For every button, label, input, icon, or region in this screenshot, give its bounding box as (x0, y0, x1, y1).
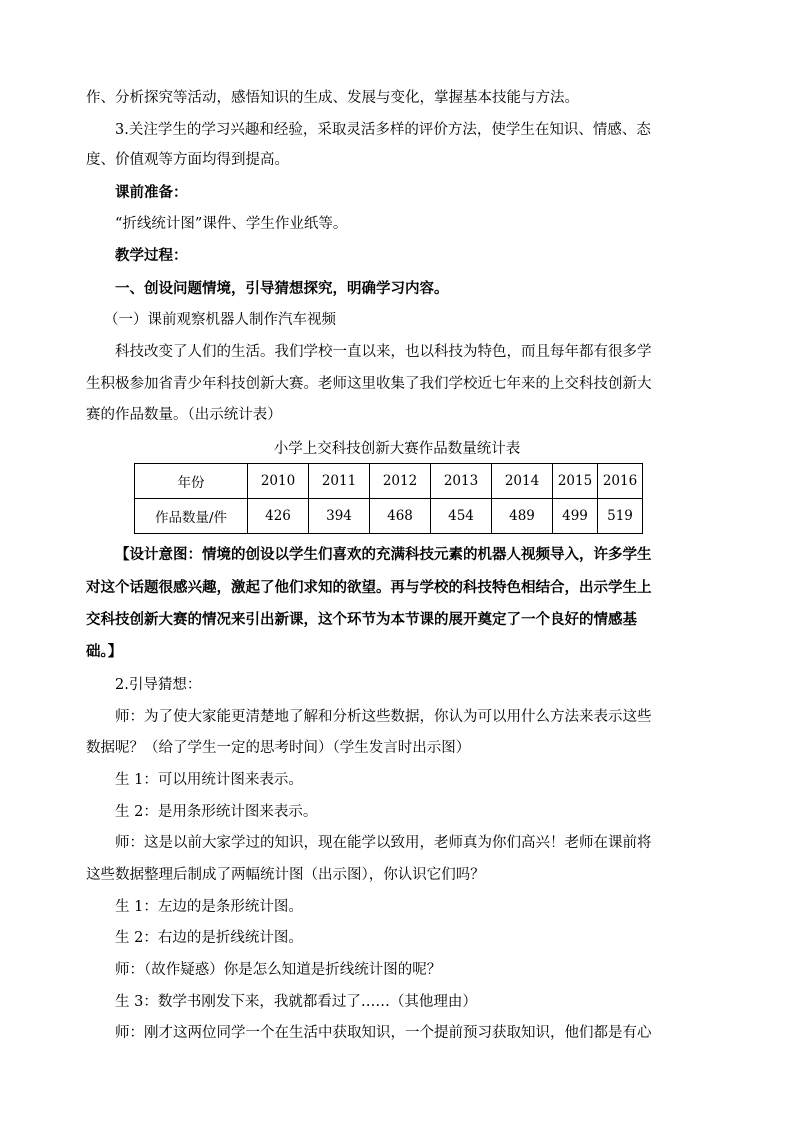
paragraph-line: 生积极参加省青少年科技创新大赛。老师这里收集了我们学校近七年来的上交科技创新大 (86, 376, 652, 392)
table-cell: 394 (309, 499, 370, 534)
paragraph-line: 师：刚才这两位同学一个在生活中获取知识，一个提前预习获取知识，他们都是有心 (115, 1025, 652, 1041)
paragraph-line: 师：（故作疑惑）你是怎么知道是折线统计图的呢？ (115, 962, 442, 978)
paragraph-line: 生 2：右边的是折线统计图。 (115, 930, 303, 946)
table-cell: 2015 (553, 464, 598, 499)
paragraph-line: 师：这是以前大家学过的知识，现在能学以致用，老师真为你们高兴！老师在课前将 (115, 835, 652, 851)
paragraph-line: 3.关注学生的学习兴趣和经验，采取灵活多样的评价方法，使学生在知识、情感、态 (115, 122, 651, 138)
design-intent-line: 【设计意图：情境的创设以学生们喜欢的充满科技元素的机器人视频导入，许多学生 (115, 546, 652, 563)
table-row (135, 499, 643, 534)
stats-table (134, 463, 643, 534)
paragraph-line: 这些数据整理后制成了两幅统计图（出示图），你认识它们吗？ (86, 867, 485, 883)
table-caption: 小学上交科技创新大赛作品数量统计表 (273, 441, 521, 457)
section-heading: 课前准备： (115, 184, 188, 201)
paragraph-line: 赛的作品数量。（出示统计表） (86, 407, 282, 423)
table-header-cell: 年份 (135, 464, 248, 499)
paragraph-line: “折线统计图”课件、学生作业纸等。 (115, 216, 348, 232)
paragraph-line: 生 1：可以用统计图来表示。 (115, 772, 303, 788)
design-intent-line: 础。】 (86, 643, 123, 660)
paragraph-line: 度、价值观等方面均得到提高。 (86, 152, 289, 168)
table-cell: 426 (248, 499, 309, 534)
paragraph-line: 作、分析探究等活动，感悟知识的生成、发展与变化，掌握基本技能与方法。 (86, 90, 579, 106)
table-row (135, 464, 643, 499)
section-heading: 一、创设问题情境，引导猜想探究，明确学习内容。 (115, 280, 449, 297)
paragraph-line: 生 2：是用条形统计图来表示。 (115, 804, 318, 820)
paragraph-line: 数据呢？（给了学生一定的思考时间）（学生发言时出示图） (86, 740, 471, 756)
table-cell: 454 (431, 499, 492, 534)
subsection-heading: （一）课前观察机器人制作汽车视频 (104, 312, 336, 328)
paragraph-line: 师：为了使大家能更清楚地了解和分析这些数据，你认为可以用什么方法来表示这些 (115, 709, 652, 725)
section-heading: 教学过程： (115, 247, 188, 264)
table-cell: 2012 (370, 464, 431, 499)
paragraph-line: 科技改变了人们的生活。我们学校一直以来，也以科技为特色，而且每年都有很多学 (115, 344, 652, 360)
table-cell: 489 (492, 499, 553, 534)
table-cell: 468 (370, 499, 431, 534)
table-cell: 519 (598, 499, 643, 534)
table-cell: 2010 (248, 464, 309, 499)
table-cell: 2016 (598, 464, 643, 499)
paragraph-line: 生 1：左边的是条形统计图。 (115, 899, 303, 915)
design-intent-line: 对这个话题很感兴趣，激起了他们求知的欲望。再与学校的科技特色相结合，出示学生上 (86, 579, 652, 596)
paragraph-line: 生 3：数学书刚发下来，我就都看过了……（其他理由） (115, 994, 477, 1010)
table-cell: 499 (553, 499, 598, 534)
table-cell: 2013 (431, 464, 492, 499)
paragraph-line: 2.引导猜想： (115, 677, 202, 693)
design-intent-line: 交科技创新大赛的情况来引出新课，这个环节为本节课的展开奠定了一个良好的情感基 (86, 611, 637, 628)
table-cell: 2011 (309, 464, 370, 499)
table-cell: 2014 (492, 464, 553, 499)
table-header-cell: 作品数量/件 (135, 499, 248, 534)
